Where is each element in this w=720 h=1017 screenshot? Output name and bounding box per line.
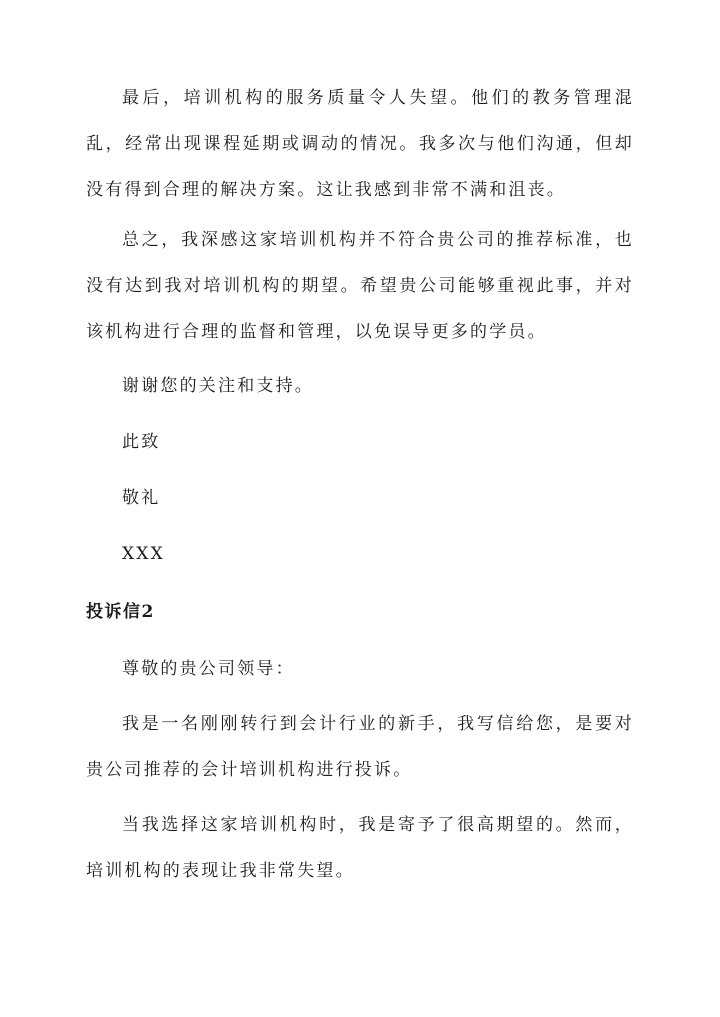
- paragraph-expectation: 当我选择这家培训机构时，我是寄予了很高期望的。然而，培训机构的表现让我非常失望。: [86, 815, 634, 881]
- closing-line-2: 敬礼: [122, 488, 161, 508]
- salutation: 尊敬的贵公司领导：: [122, 659, 295, 679]
- thanks-line: 谢谢您的关注和支持。: [122, 376, 314, 396]
- signature: XXX: [122, 544, 165, 564]
- closing-line-1: 此致: [122, 432, 161, 452]
- paragraph-introduction: 我是一名刚刚转行到会计行业的新手，我写信给您，是要对贵公司推荐的会计培训机构进行投诉。: [86, 714, 634, 780]
- paragraph-conclusion: 总之，我深感这家培训机构并不符合贵公司的推荐标准，也没有达到我对培训机构的期望。希望贵公司能够重视此事，并对该机构进行合理的监督和管理，以免误导更多的学员。: [86, 230, 634, 342]
- section-title-letter-2: 投诉信2: [86, 602, 155, 622]
- paragraph-service-quality: 最后，培训机构的服务质量令人失望。他们的教务管理混乱，经常出现课程延期或调动的情况。我多次与他们沟通，但却没有得到合理的解决方案。这让我感到非常不满和沮丧。: [86, 88, 634, 200]
